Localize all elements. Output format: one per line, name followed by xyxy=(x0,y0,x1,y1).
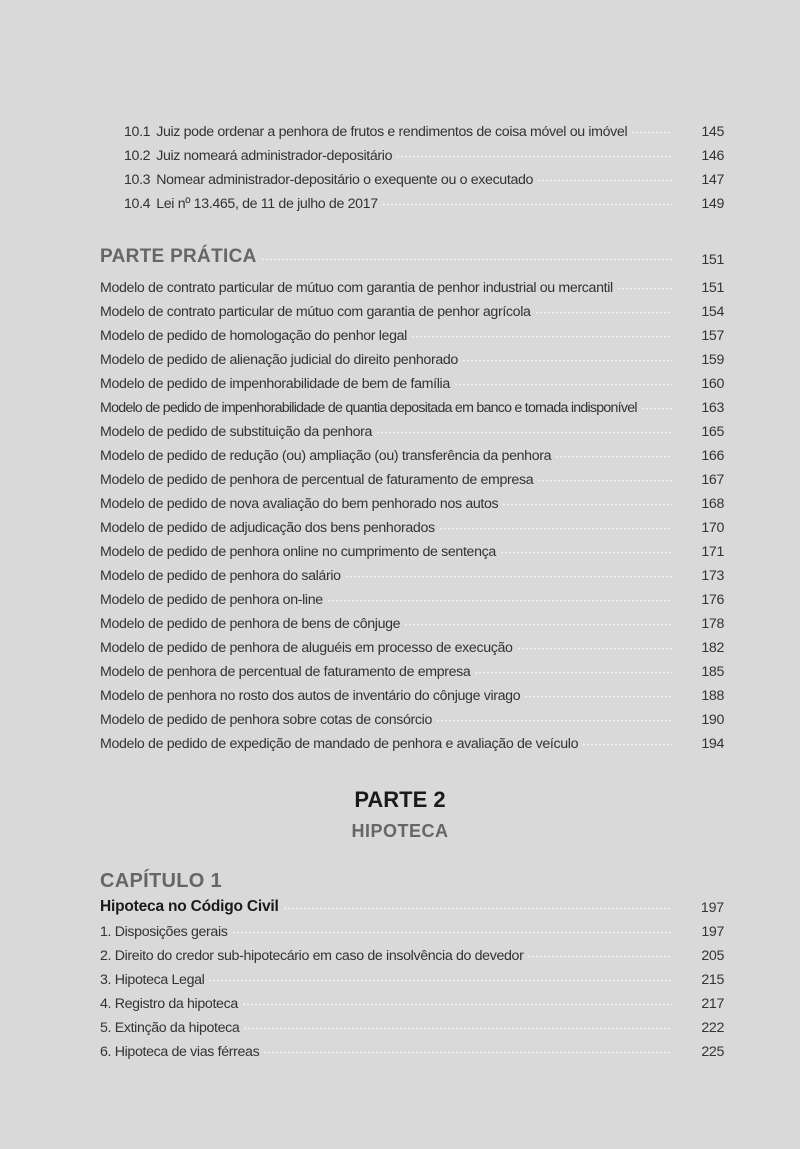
entry-title: Modelo de pedido de nova avaliação do bem penhorado nos autos xyxy=(100,496,499,512)
toc-entry[interactable] xyxy=(100,920,724,940)
dot-leader xyxy=(327,599,672,604)
entry-number: 10.2 xyxy=(124,148,151,164)
entry-title: Modelo de pedido de adjudicação dos bens penhorados xyxy=(100,520,435,536)
dot-leader xyxy=(527,955,672,960)
entry-page: 176 xyxy=(701,592,724,608)
toc-entry[interactable] xyxy=(100,300,724,320)
chapter-label: CAPÍTULO 1 xyxy=(100,870,222,892)
entry-title: Nomear administrador-depositário o exequente ou o executado xyxy=(156,172,534,188)
entry-page: 157 xyxy=(701,328,724,344)
entry-page: 151 xyxy=(701,280,724,296)
dot-leader xyxy=(411,335,672,340)
part-subtitle: HIPOTECA xyxy=(351,821,449,841)
toc-entry[interactable] xyxy=(100,660,724,680)
entry-title: 3. Hipoteca Legal xyxy=(100,972,205,988)
entry-page: 205 xyxy=(701,948,724,964)
dot-leader xyxy=(439,527,672,532)
toc-entry-10-1[interactable] xyxy=(124,120,724,140)
entry-page: 159 xyxy=(701,352,724,368)
entry-title: Juiz nomeará administrador-depositário xyxy=(156,148,393,164)
toc-entry[interactable] xyxy=(100,708,724,728)
entry-title: Modelo de pedido de substituição da penhora xyxy=(100,424,373,440)
toc-entry[interactable] xyxy=(100,636,724,656)
dot-leader xyxy=(454,383,672,388)
toc-entry[interactable] xyxy=(100,324,724,344)
entry-page: 165 xyxy=(701,424,724,440)
entry-page: 166 xyxy=(701,448,724,464)
part-title: PARTE 2 xyxy=(354,787,446,812)
entry-page: 217 xyxy=(701,996,724,1012)
toc-entry[interactable] xyxy=(100,396,724,416)
entry-title: Juiz pode ordenar a penhora de frutos e rendimentos de coisa móvel ou imóvel xyxy=(156,124,628,140)
entry-page: 190 xyxy=(701,712,724,728)
entry-page: 149 xyxy=(701,196,724,212)
entry-page: 173 xyxy=(701,568,724,584)
entry-page: 194 xyxy=(701,736,724,752)
dot-leader xyxy=(436,719,672,724)
entry-page: 145 xyxy=(701,124,724,140)
entry-title: Modelo de pedido de penhora online no cumprimento de sentença xyxy=(100,544,496,560)
entry-title: Modelo de pedido de penhora de aluguéis em processo de execução xyxy=(100,640,513,656)
toc-entry[interactable] xyxy=(100,348,724,368)
entry-page: 168 xyxy=(701,496,724,512)
dot-leader xyxy=(208,979,672,984)
toc-entry[interactable] xyxy=(100,564,724,584)
entry-page: 160 xyxy=(701,376,724,392)
dot-leader xyxy=(641,407,672,412)
entry-title: Modelo de pedido de expedição de mandado de penhora e avaliação de veículo xyxy=(100,736,579,752)
entry-title: Modelo de pedido de penhora do salário xyxy=(100,568,341,584)
entry-title: 2. Direito do credor sub-hipotecário em caso de insolvência do devedor xyxy=(100,948,524,964)
entry-title: 5. Extinção da hipoteca xyxy=(100,1020,240,1036)
entry-number: 10.1 xyxy=(124,124,151,140)
toc-entry[interactable] xyxy=(100,944,724,964)
toc-entry[interactable] xyxy=(100,492,724,512)
dot-leader xyxy=(500,551,672,556)
dot-leader xyxy=(537,479,672,484)
toc-entry[interactable] xyxy=(100,588,724,608)
toc-entry[interactable] xyxy=(100,372,724,392)
toc-entry[interactable] xyxy=(100,468,724,488)
dot-leader xyxy=(283,907,672,912)
toc-entry[interactable] xyxy=(100,516,724,536)
section-title: PARTE PRÁTICA xyxy=(100,246,257,267)
toc-entry[interactable] xyxy=(100,1016,724,1036)
entry-title: Modelo de pedido de alienação judicial do direito penhorado xyxy=(100,352,458,368)
entry-page: 147 xyxy=(701,172,724,188)
entry-title: 1. Disposições gerais xyxy=(100,924,228,940)
dot-leader xyxy=(535,311,672,316)
dot-leader xyxy=(517,647,672,652)
entry-title: Modelo de pedido de homologação do penhor legal xyxy=(100,328,407,344)
entry-title: Modelo de penhora de percentual de faturamento de empresa xyxy=(100,664,471,680)
dot-leader xyxy=(631,131,672,136)
dot-leader xyxy=(382,203,672,208)
dot-leader xyxy=(474,671,672,676)
dot-leader xyxy=(555,455,672,460)
dot-leader xyxy=(524,695,672,700)
toc-entry[interactable] xyxy=(100,1040,724,1060)
dot-leader xyxy=(345,575,672,580)
entry-title: Modelo de pedido de penhora sobre cotas de consórcio xyxy=(100,712,432,728)
toc-entry-10-4[interactable] xyxy=(124,192,724,212)
dot-leader xyxy=(502,503,672,508)
dot-leader xyxy=(582,743,672,748)
toc-entry[interactable] xyxy=(100,992,724,1012)
entry-title: Modelo de contrato particular de mútuo com garantia de penhor industrial ou mercantil xyxy=(100,280,613,296)
entry-page: 185 xyxy=(701,664,724,680)
dot-leader xyxy=(617,287,672,292)
entry-title: Modelo de pedido de penhora de percentual de faturamento de empresa xyxy=(100,472,534,488)
toc-entry-10-3[interactable] xyxy=(124,168,724,188)
entry-title: 4. Registro da hipoteca xyxy=(100,996,238,1012)
dot-leader xyxy=(242,1003,672,1008)
chapter-page: 197 xyxy=(700,900,724,916)
section-parte-pratica[interactable] xyxy=(100,244,724,268)
entry-number: 10.3 xyxy=(124,172,151,188)
dot-leader xyxy=(232,931,673,936)
entry-title: Modelo de penhora no rosto dos autos de inventário do cônjuge virago xyxy=(100,688,521,704)
toc-entry[interactable] xyxy=(100,420,724,440)
toc-entry[interactable] xyxy=(100,276,724,296)
entry-title: Modelo de pedido de redução (ou) ampliação (ou) transferência da penhora xyxy=(100,448,552,464)
toc-entry[interactable] xyxy=(100,444,724,464)
entry-title: Lei nº 13.465, de 11 de julho de 2017 xyxy=(156,196,378,212)
dot-leader xyxy=(462,359,672,364)
toc-entry[interactable] xyxy=(100,732,724,752)
entry-page: 222 xyxy=(701,1020,724,1036)
toc-entry-10-2[interactable] xyxy=(124,144,724,164)
entry-page: 170 xyxy=(701,520,724,536)
dot-leader xyxy=(243,1027,672,1032)
entry-page: 167 xyxy=(701,472,724,488)
dot-leader xyxy=(537,179,672,184)
entry-title: 6. Hipoteca de vias férreas xyxy=(100,1044,260,1060)
chapter-title: Hipoteca no Código Civil xyxy=(100,898,279,915)
entry-title: Modelo de pedido de impenhorabilidade de quantia depositada em banco e tornada indisponível xyxy=(100,400,637,416)
dot-leader xyxy=(376,431,672,436)
entry-page: 171 xyxy=(701,544,724,560)
toc-entry[interactable] xyxy=(100,684,724,704)
entry-page: 182 xyxy=(701,640,724,656)
entry-page: 154 xyxy=(701,304,724,320)
entry-number: 10.4 xyxy=(124,196,151,212)
dot-leader xyxy=(396,155,672,160)
toc-entry[interactable] xyxy=(100,540,724,560)
entry-page: 197 xyxy=(701,924,724,940)
entry-page: 146 xyxy=(701,148,724,164)
toc-entry[interactable] xyxy=(100,612,724,632)
entry-page: 215 xyxy=(701,972,724,988)
entry-title: Modelo de contrato particular de mútuo com garantia de penhor agrícola xyxy=(100,304,531,320)
entry-title: Modelo de pedido de penhora de bens de cônjuge xyxy=(100,616,401,632)
entry-page: 225 xyxy=(701,1044,724,1060)
section-page: 151 xyxy=(701,252,724,268)
toc-entry[interactable] xyxy=(100,968,724,988)
chapter-title-entry[interactable] xyxy=(100,896,724,916)
entry-page: 188 xyxy=(701,688,724,704)
dot-leader xyxy=(263,1051,672,1056)
entry-page: 178 xyxy=(701,616,724,632)
dot-leader xyxy=(261,258,672,263)
entry-page: 163 xyxy=(701,400,724,416)
dot-leader xyxy=(404,623,672,628)
entry-title: Modelo de pedido de impenhorabilidade de bem de família xyxy=(100,376,450,392)
entry-title: Modelo de pedido de penhora on-line xyxy=(100,592,323,608)
